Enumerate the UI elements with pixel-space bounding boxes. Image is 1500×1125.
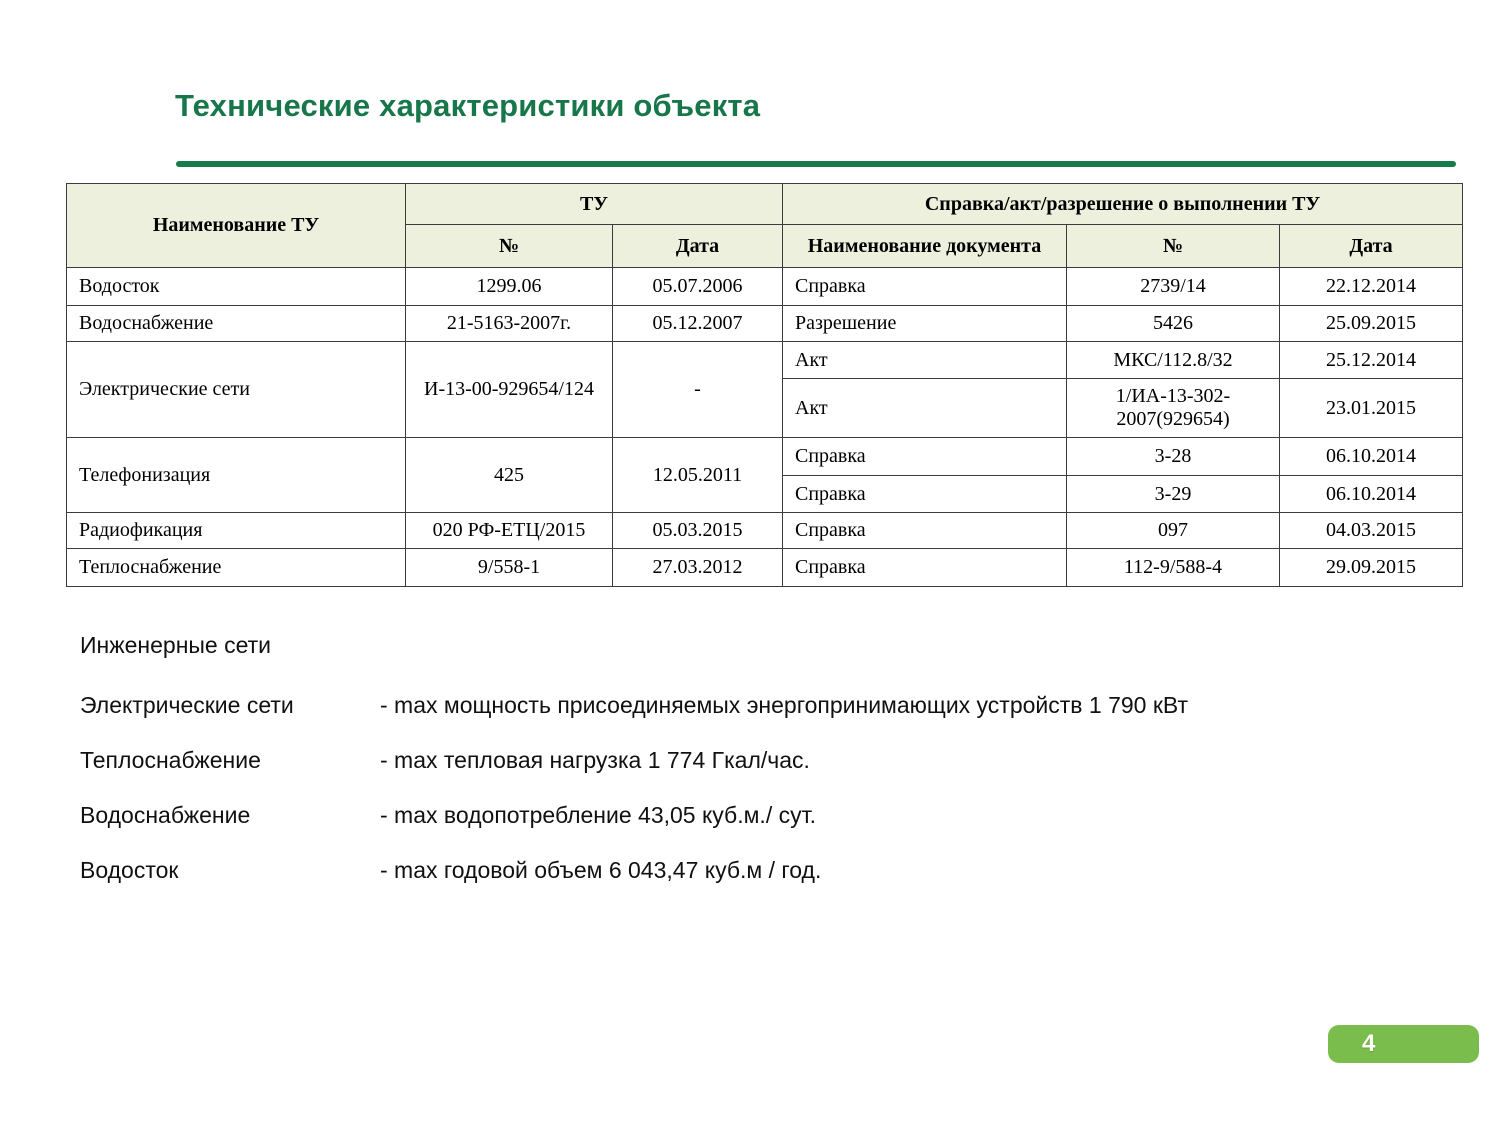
note-label: Электрические сети xyxy=(80,692,294,718)
cell-tu-number: 020 РФ-ЕТЦ/2015 xyxy=(406,513,613,549)
table-row xyxy=(67,268,1463,306)
cell-doc-date: 04.03.2015 xyxy=(1280,513,1463,549)
cell-tu-date: 05.03.2015 xyxy=(613,513,783,549)
note-drainage xyxy=(80,857,1420,883)
cell-doc-date: 06.10.2014 xyxy=(1280,438,1463,476)
cell-doc-date: 23.01.2015 xyxy=(1280,379,1463,438)
cell-tu-date: 12.05.2011 xyxy=(613,438,783,513)
notes-heading: Инженерные сети xyxy=(80,632,272,658)
cell-doc-date: 25.12.2014 xyxy=(1280,342,1463,379)
cell-doc-number: 2739/14 xyxy=(1067,268,1280,306)
page-number: 4 xyxy=(1362,1030,1376,1057)
note-water-supply xyxy=(80,802,1420,828)
title-underline xyxy=(176,161,1456,167)
header-doc-name: Наименование документа xyxy=(783,225,1067,268)
cell-doc-name: Справка xyxy=(783,438,1067,476)
header-tu-number: № xyxy=(406,225,613,268)
note-electric xyxy=(80,692,1420,718)
cell-doc-name: Акт xyxy=(783,379,1067,438)
cell-doc-date: 06.10.2014 xyxy=(1280,476,1463,513)
table-row xyxy=(67,513,1463,549)
cell-doc-name: Справка xyxy=(783,513,1067,549)
cell-tu-date: - xyxy=(613,342,783,438)
cell-tu-number: 21-5163-2007г. xyxy=(406,306,613,342)
cell-doc-number: 3-28 xyxy=(1067,438,1280,476)
cell-doc-name: Справка xyxy=(783,476,1067,513)
cell-doc-name: Справка xyxy=(783,549,1067,587)
header-doc-number: № xyxy=(1067,225,1280,268)
table-row xyxy=(67,549,1463,587)
cell-doc-name: Акт xyxy=(783,342,1067,379)
cell-name-tu: Радиофикация xyxy=(67,513,406,549)
note-label: Водосток xyxy=(80,857,179,883)
cell-name-tu: Теплоснабжение xyxy=(67,549,406,587)
cell-tu-date: 27.03.2012 xyxy=(613,549,783,587)
note-text: - max тепловая нагрузка 1 774 Гкал/час. xyxy=(380,747,810,773)
table-row xyxy=(67,306,1463,342)
cell-name-tu: Водоснабжение xyxy=(67,306,406,342)
table-row xyxy=(67,438,1463,476)
header-tu-date: Дата xyxy=(613,225,783,268)
cell-doc-number: 097 xyxy=(1067,513,1280,549)
note-text: - max водопотребление 43,05 куб.м./ сут. xyxy=(380,802,816,828)
cell-tu-date: 05.07.2006 xyxy=(613,268,783,306)
note-heat xyxy=(80,747,1420,773)
cell-doc-number: 1/ИА-13-302-2007(929654) xyxy=(1067,379,1280,438)
tu-table xyxy=(66,183,1463,587)
cell-name-tu: Водосток xyxy=(67,268,406,306)
cell-tu-number: 9/558-1 xyxy=(406,549,613,587)
cell-doc-number: 112-9/588-4 xyxy=(1067,549,1280,587)
header-doc-group: Справка/акт/разрешение о выполнении ТУ xyxy=(783,184,1463,225)
page-title: Технические характеристики объекта xyxy=(175,88,761,123)
engineering-networks-notes xyxy=(80,632,1420,912)
cell-doc-name: Разрешение xyxy=(783,306,1067,342)
cell-name-tu: Электрические сети xyxy=(67,342,406,438)
page-number-badge xyxy=(1328,1025,1479,1063)
cell-name-tu: Телефонизация xyxy=(67,438,406,513)
cell-doc-number: 3-29 xyxy=(1067,476,1280,513)
cell-doc-number: МКС/112.8/32 xyxy=(1067,342,1280,379)
cell-tu-date: 05.12.2007 xyxy=(613,306,783,342)
note-label: Теплоснабжение xyxy=(80,747,261,773)
header-doc-date: Дата xyxy=(1280,225,1463,268)
header-tu-group: ТУ xyxy=(406,184,783,225)
cell-doc-date: 29.09.2015 xyxy=(1280,549,1463,587)
note-label: Водоснабжение xyxy=(80,802,251,828)
cell-tu-number: 1299.06 xyxy=(406,268,613,306)
note-text: - max мощность присоединяемых энергопринимающих устройств 1 790 кВт xyxy=(380,692,1189,718)
note-text: - max годовой объем 6 043,47 куб.м / год. xyxy=(380,857,822,883)
cell-doc-date: 22.12.2014 xyxy=(1280,268,1463,306)
cell-tu-number: И-13-00-929654/124 xyxy=(406,342,613,438)
cell-doc-number: 5426 xyxy=(1067,306,1280,342)
cell-doc-date: 25.09.2015 xyxy=(1280,306,1463,342)
table-row xyxy=(67,342,1463,379)
cell-doc-name: Справка xyxy=(783,268,1067,306)
cell-tu-number: 425 xyxy=(406,438,613,513)
header-name-tu: Наименование ТУ xyxy=(67,184,406,268)
